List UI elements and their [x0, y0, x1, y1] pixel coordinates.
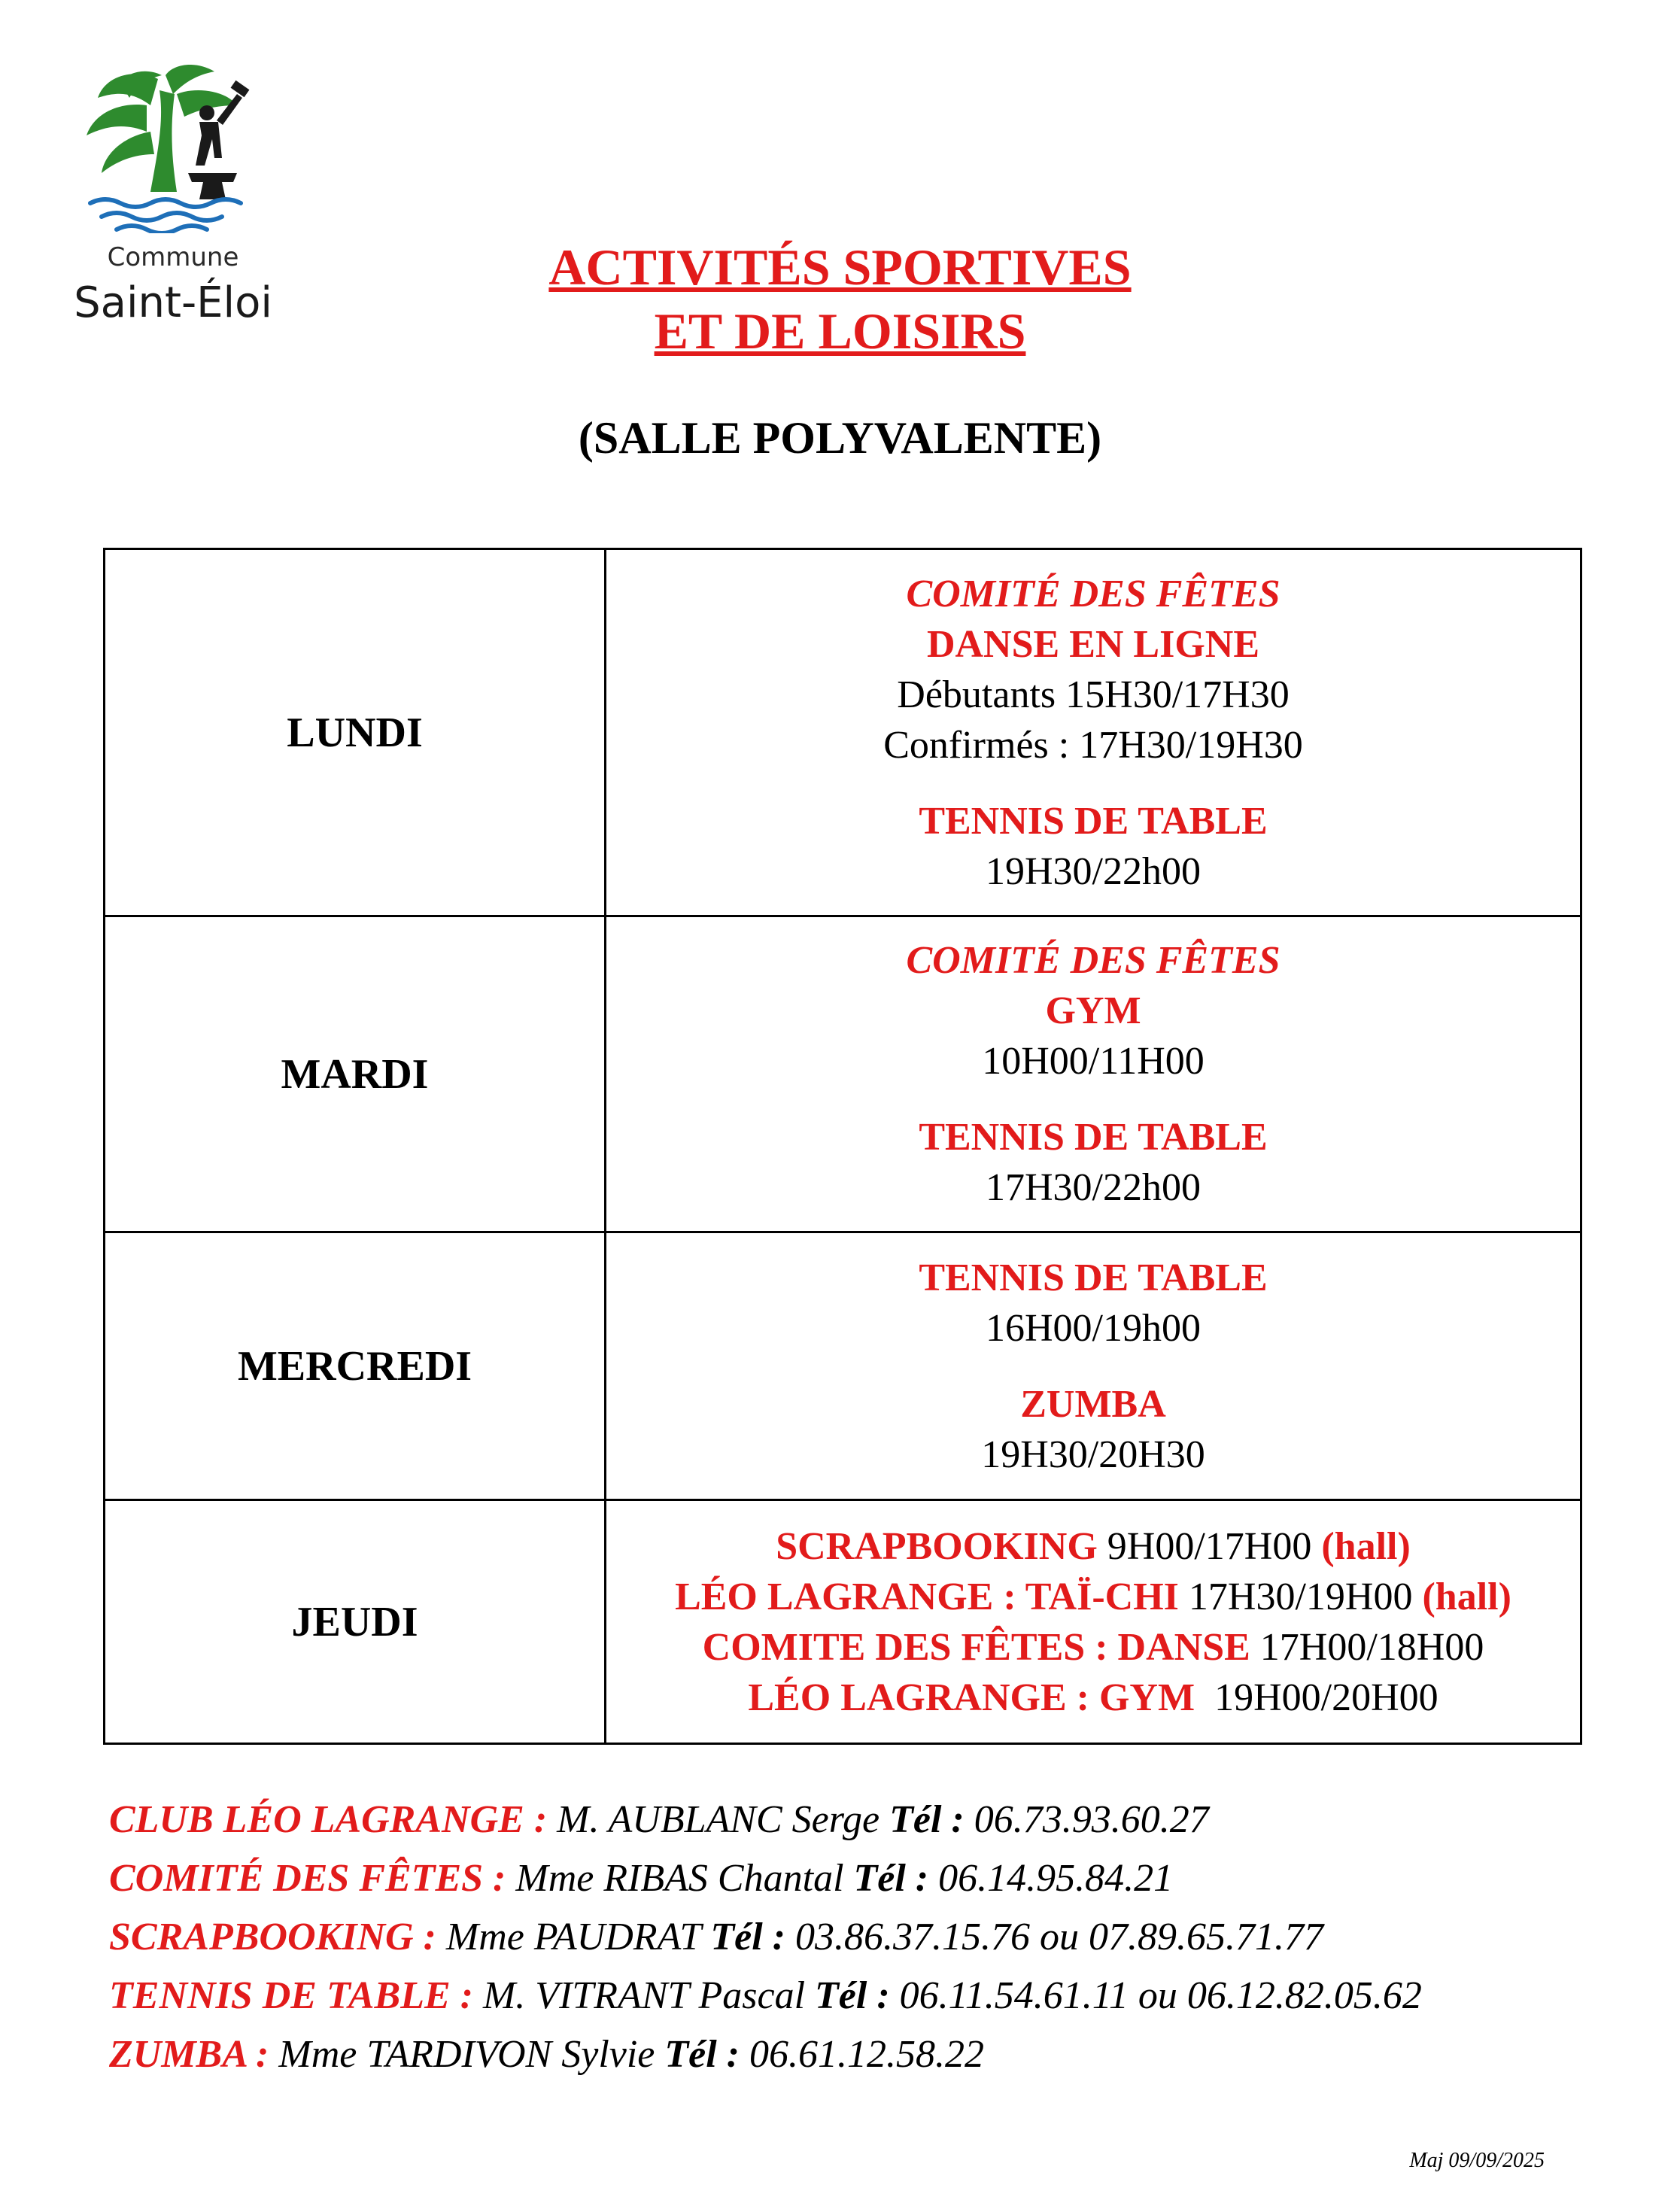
contact-tel-label: Tél :: [889, 1798, 965, 1841]
day-cell: LUNDI: [105, 549, 606, 916]
contact-phone: 06.11.54.61.11 ou 06.12.82.05.62: [889, 1974, 1422, 2017]
spacer: [606, 770, 1580, 796]
activity-line: [606, 1622, 1580, 1673]
activity-name: DANSE EN LIGNE: [926, 622, 1260, 666]
page-subtitle: (SALLE POLYVALENTE): [578, 413, 1102, 463]
activity-name: GYM: [1045, 989, 1141, 1032]
activity-time: 17H00/18H00: [1250, 1625, 1484, 1669]
page-title-line1: ACTIVITÉS SPORTIVES: [548, 239, 1132, 296]
contact-club: SCRAPBOOKING :: [109, 1916, 436, 1958]
activity-name: TENNIS DE TABLE: [919, 1256, 1268, 1299]
activity-name: LÉO LAGRANGE : TAÏ-CHI: [675, 1575, 1179, 1618]
contact-line: [109, 1967, 1614, 2025]
contact-club: COMITÉ DES FÊTES :: [109, 1857, 506, 1900]
day-cell: MARDI: [105, 916, 606, 1232]
contact-line: [109, 1908, 1614, 1967]
activities-cell: [606, 916, 1581, 1232]
activity-name: TENNIS DE TABLE: [919, 1116, 1268, 1159]
activity-time: Confirmés : 17H30/19H30: [883, 723, 1303, 767]
organizer-label: COMITÉ DES FÊTES: [906, 939, 1281, 982]
contacts-list: [109, 1791, 1614, 2084]
contact-line: [109, 2025, 1614, 2084]
logo-town-name: Saint-Éloi: [74, 278, 272, 327]
contact-line: [109, 1849, 1614, 1908]
contact-phone: 06.61.12.58.22: [739, 2033, 984, 2076]
contact-line: [109, 1791, 1614, 1849]
activity-time: 17H30/22h00: [986, 1166, 1201, 1209]
table-row-mardi: [105, 916, 1581, 1232]
contact-club: TENNIS DE TABLE :: [109, 1974, 473, 2017]
contact-tel-label: Tél :: [853, 1857, 929, 1900]
contact-name: Mme TARDIVON Sylvie: [269, 2033, 665, 2076]
table-row-jeudi: [105, 1500, 1581, 1744]
tree-blacksmith-icon: [75, 60, 271, 233]
activity-time: 9H00/17H00: [1097, 1524, 1322, 1568]
table-row-mercredi: [105, 1232, 1581, 1500]
contact-club: CLUB LÉO LAGRANGE :: [109, 1798, 548, 1841]
contact-name: Mme PAUDRAT: [436, 1916, 711, 1958]
activity-time: 10H00/11H00: [982, 1040, 1205, 1083]
contact-phone: 06.14.95.84.21: [928, 1857, 1174, 1900]
spacer: [606, 1354, 1580, 1379]
page-title-line2: ET DE LOISIRS: [654, 302, 1026, 360]
activity-name: LÉO LAGRANGE : GYM: [748, 1676, 1195, 1719]
contact-name: Mme RIBAS Chantal: [506, 1857, 854, 1900]
activity-place: (hall): [1422, 1575, 1511, 1618]
activity-time: 17H30/19H00: [1178, 1575, 1423, 1618]
contact-name: M. VITRANT Pascal: [472, 1974, 816, 2017]
day-cell: JEUDI: [105, 1500, 606, 1744]
activity-line: [606, 1521, 1580, 1572]
activity-time: 19H30/22h00: [986, 849, 1201, 893]
schedule-table: [103, 548, 1582, 1745]
contact-phone: 03.86.37.15.76 ou 07.89.65.71.77: [785, 1916, 1323, 1958]
activity-time: 19H30/20H30: [981, 1433, 1205, 1476]
day-cell: MERCREDI: [105, 1232, 606, 1500]
spacer: [606, 1086, 1580, 1112]
contact-name: M. AUBLANC Serge: [547, 1798, 890, 1841]
activity-name: SCRAPBOOKING: [776, 1524, 1098, 1568]
activity-time: 19H00/20H00: [1195, 1676, 1438, 1719]
activity-name: ZUMBA: [1020, 1382, 1166, 1426]
contact-club: ZUMBA :: [109, 2033, 269, 2076]
table-row-lundi: [105, 549, 1581, 916]
activity-name: TENNIS DE TABLE: [919, 799, 1268, 843]
activity-time: 16H00/19h00: [986, 1306, 1201, 1350]
contact-phone: 06.73.93.60.27: [964, 1798, 1209, 1841]
contact-tel-label: Tél :: [815, 1974, 890, 2017]
organizer-label: COMITÉ DES FÊTES: [906, 572, 1281, 615]
activity-place: (hall): [1321, 1524, 1411, 1568]
activities-cell: [606, 1232, 1581, 1500]
contact-tel-label: Tél :: [664, 2033, 740, 2076]
activity-time: Débutants 15H30/17H30: [897, 673, 1290, 716]
contact-tel-label: Tél :: [710, 1916, 785, 1958]
activity-line: [606, 1572, 1580, 1622]
logo-commune-text: Commune: [107, 242, 239, 272]
activities-cell: [606, 549, 1581, 916]
activity-name: COMITE DES FÊTES : DANSE: [702, 1625, 1250, 1669]
activities-cell: [606, 1500, 1581, 1744]
update-date: Maj 09/09/2025: [1409, 2149, 1545, 2172]
activity-line: [606, 1673, 1580, 1723]
